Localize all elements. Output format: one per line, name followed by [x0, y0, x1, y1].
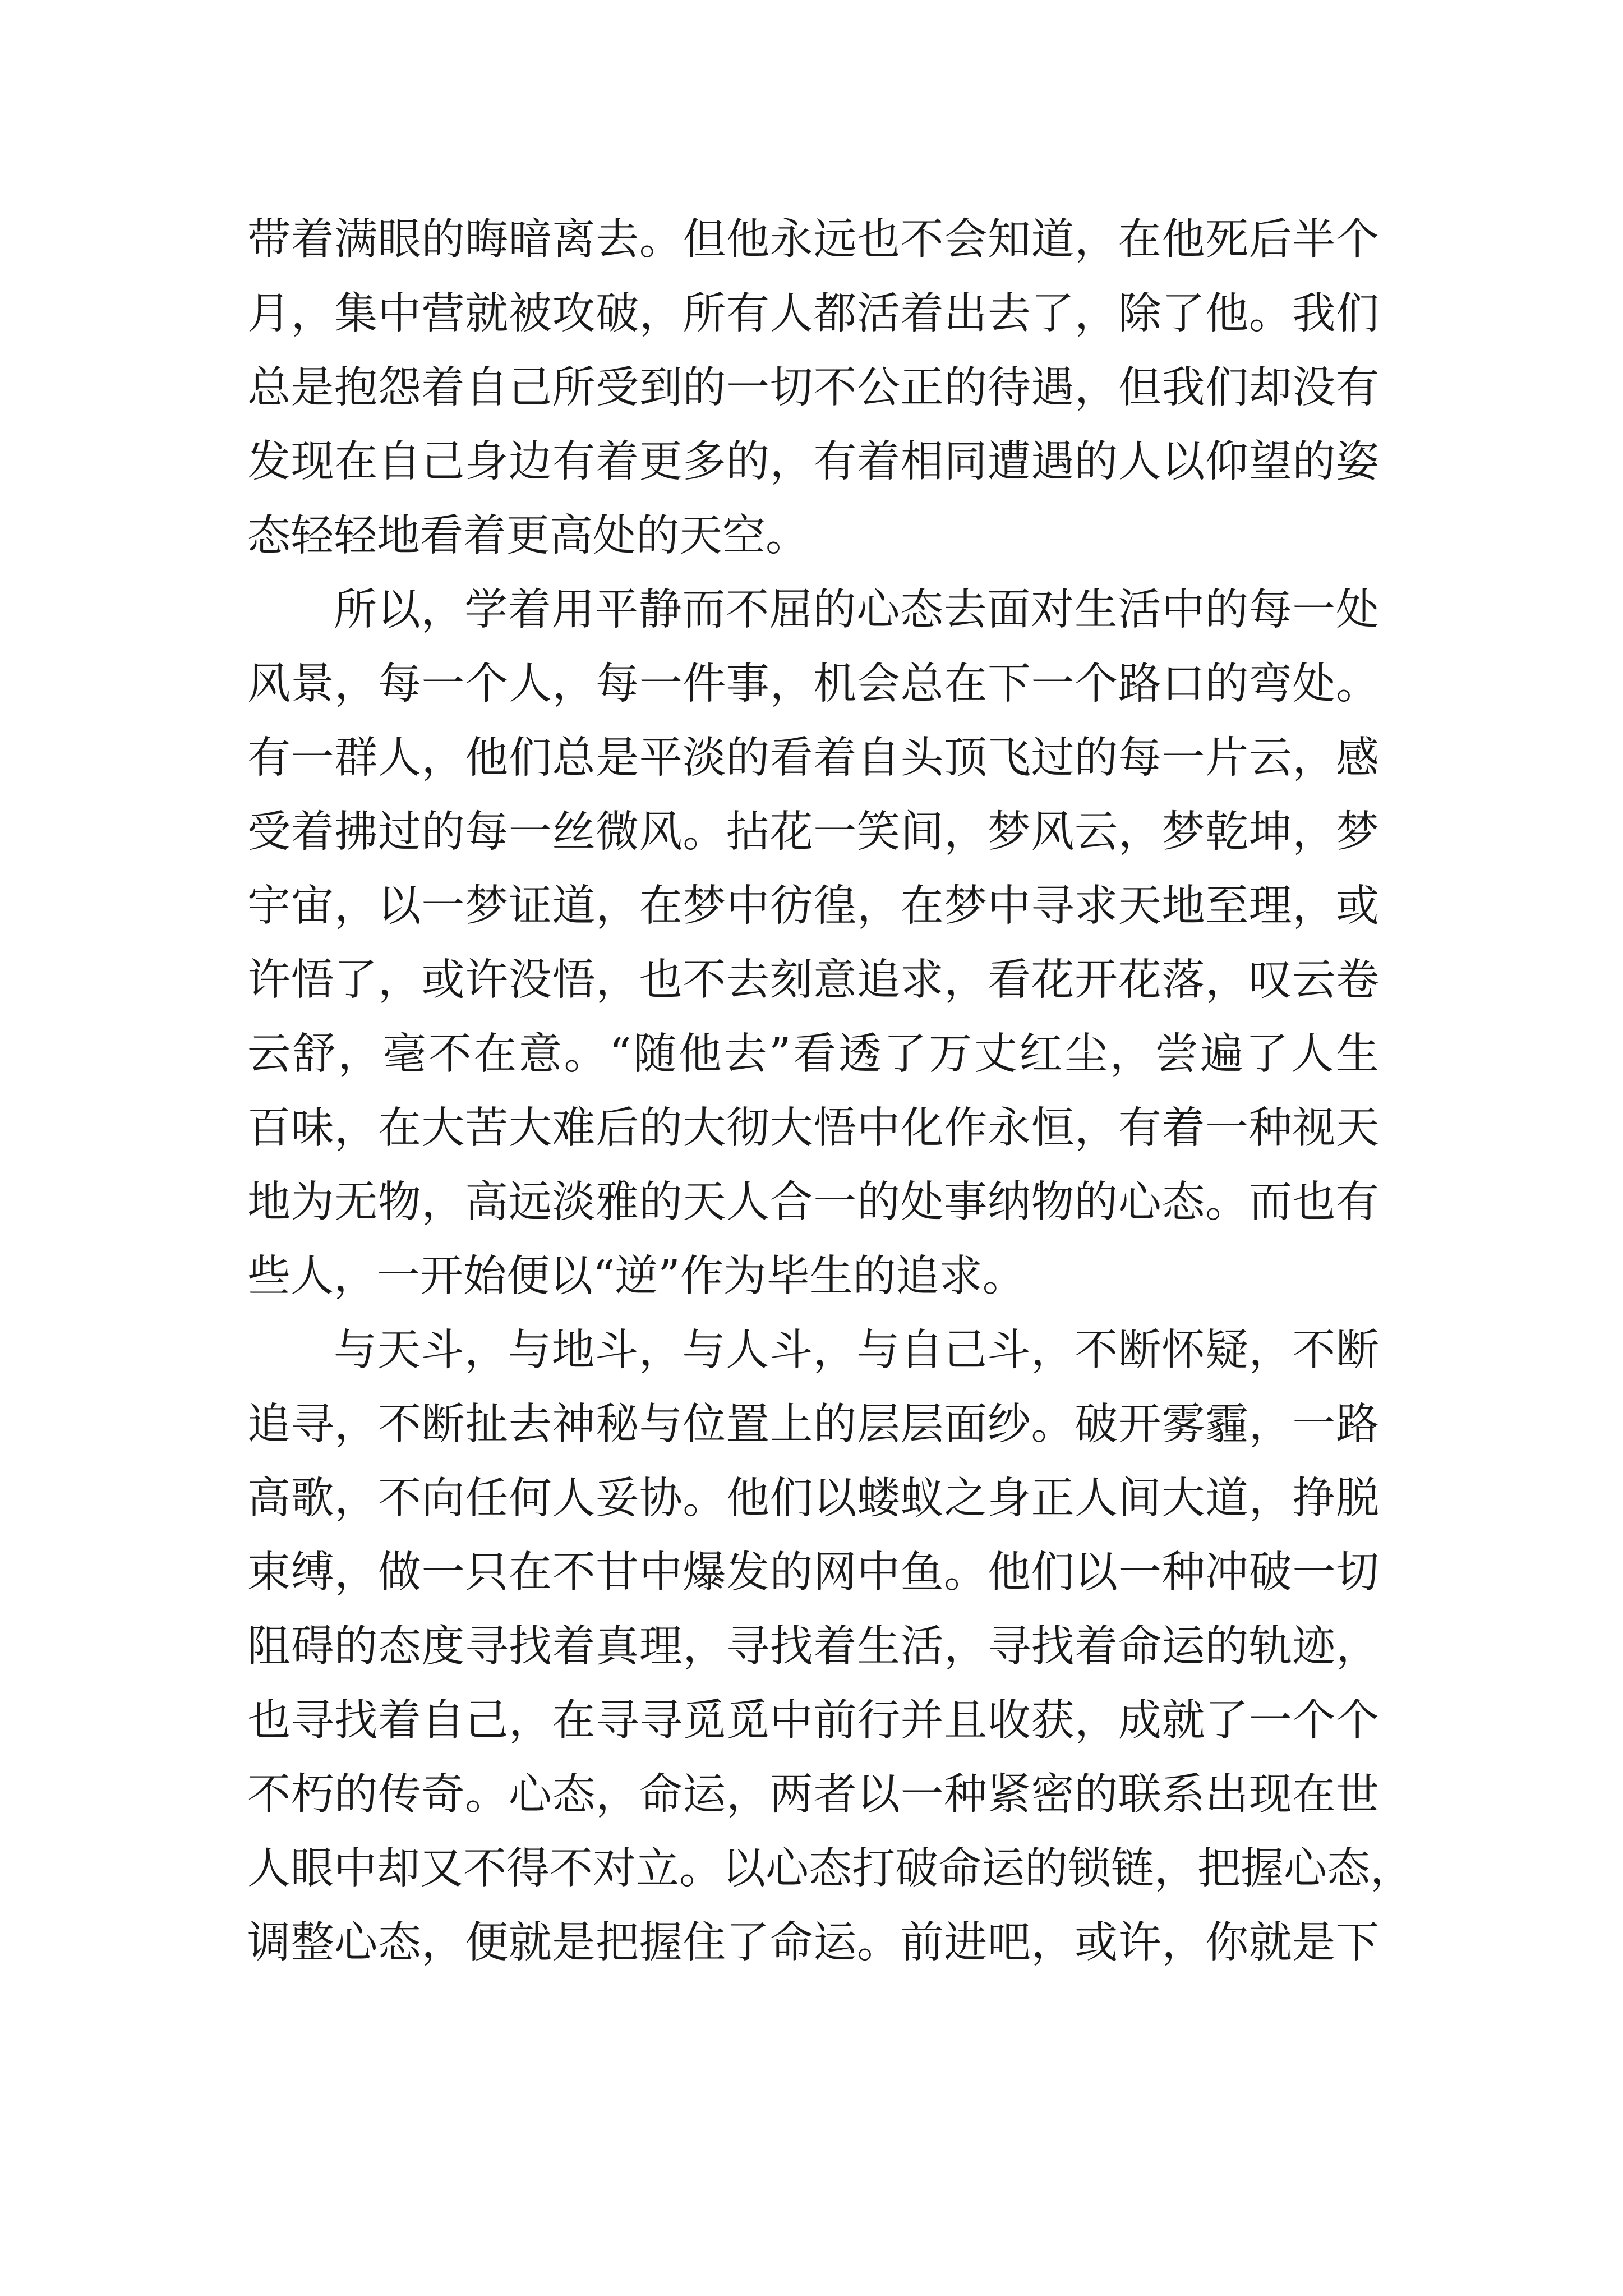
- text-line: 所以，学着用平静而不屈的心态去面对生活中的每一处: [334, 585, 1379, 635]
- text-line: 调整心态，便就是把握住了命运。前进吧，或许，你就是下: [247, 1918, 1379, 1968]
- text-line: 受着拂过的每一丝微风。拈花一笑间，梦风云，梦乾坤，梦: [247, 807, 1379, 857]
- text-line: 人眼中却又不得不对立。以心态打破命运的锁链，把握心态，: [247, 1844, 1413, 1894]
- text-line: 阻碍的态度寻找着真理，寻找着生活，寻找着命运的轨迹，: [247, 1622, 1379, 1672]
- text-line: 风景，每一个人，每一件事，机会总在下一个路口的弯处。: [247, 659, 1379, 709]
- document-body: [247, 203, 1413, 1980]
- text-line: 宇宙，以一梦证道，在梦中彷徨，在梦中寻求天地至理，或: [247, 881, 1379, 931]
- text-line: 百味，在大苦大难后的大彻大悟中化作永恒，有着一种视天: [247, 1103, 1379, 1153]
- text-line: 也寻找着自己，在寻寻觅觅中前行并且收获，成就了一个个: [247, 1696, 1379, 1746]
- text-line: 态轻轻地看着更高处的天空。: [247, 511, 809, 561]
- text-line: 地为无物，高远淡雅的天人合一的处事纳物的心态。而也有: [247, 1177, 1379, 1227]
- text-line: 追寻，不断扯去神秘与位置上的层层面纱。破开雾霾，一路: [247, 1400, 1379, 1450]
- text-line: 许悟了，或许没悟，也不去刻意追求，看花开花落，叹云卷: [247, 955, 1379, 1005]
- text-line: 与天斗，与地斗，与人斗，与自己斗，不断怀疑，不断: [334, 1326, 1379, 1375]
- text-line: 高歌，不向任何人妥协。他们以蝼蚁之身正人间大道，挣脱: [247, 1474, 1379, 1524]
- text-line: 发现在自己身边有着更多的，有着相同遭遇的人以仰望的姿: [247, 437, 1379, 487]
- text-line: 云舒，毫不在意。“随他去”看透了万丈红尘，尝遍了人生: [247, 1029, 1379, 1079]
- text-line: 月，集中营就被攻破，所有人都活着出去了，除了他。我们: [247, 289, 1379, 339]
- text-line: 不朽的传奇。心态，命运，两者以一种紧密的联系出现在世: [247, 1770, 1379, 1820]
- text-line: 有一群人，他们总是平淡的看着自头顶飞过的每一片云，感: [247, 733, 1379, 783]
- text-line: 束缚，做一只在不甘中爆发的网中鱼。他们以一种冲破一切: [247, 1548, 1379, 1598]
- text-line: 些人，一开始便以“逆”作为毕生的追求。: [247, 1251, 1026, 1301]
- text-line: 总是抱怨着自己所受到的一切不公正的待遇，但我们却没有: [247, 363, 1379, 413]
- text-line: 带着满眼的晦暗离去。但他永远也不会知道，在他死后半个: [247, 215, 1379, 265]
